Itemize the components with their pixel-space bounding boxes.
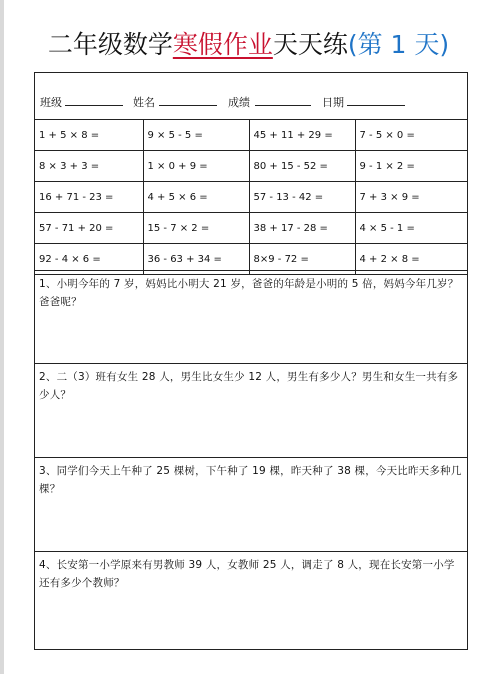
date-blank[interactable] [347,105,405,106]
title-winter-homework: 寒假作业 [172,30,273,59]
calc-row [35,151,467,182]
name-label: 姓名 [133,96,155,109]
class-blank[interactable] [65,105,123,106]
calc-cell: 4 × 5 - 1 = [355,213,467,244]
info-row [35,73,467,120]
calc-row [35,120,467,151]
word-problem-2: 2、二（3）班有女生 28 人，男生比女生少 12 人，男生有多少人？男生和女生一共有多少人？ [35,363,467,457]
word-problem-1: 1、小明今年的 7 岁，妈妈比小明大 21 岁，爸爸的年龄是小明的 5 倍，妈妈今年几岁？爸爸呢？ [35,270,467,363]
score-label: 成绩 [228,96,250,109]
calc-cell: 7 + 3 × 9 = [355,182,467,213]
score-blank[interactable] [255,105,311,106]
calc-cell: 57 - 71 + 20 = [35,213,143,244]
calc-cell: 80 + 15 - 52 = [249,151,355,182]
page-title [0,28,497,62]
calc-cell: 92 - 4 × 6 = [35,244,143,275]
title-grade-subject: 二年级数学 [47,30,173,59]
word-problem-4: 4、长安第一小学原来有男教师 39 人，女教师 25 人，调走了 8 人，现在长安第一小学还有多少个教师？ [35,551,467,649]
class-label: 班级 [40,96,62,109]
calc-cell: 38 + 17 - 28 = [249,213,355,244]
calc-cell: 36 - 63 + 34 = [143,244,249,275]
page-edge-strip [0,0,4,674]
calc-cell: 1 + 5 × 8 = [35,120,143,151]
calc-row [35,213,467,244]
name-blank[interactable] [159,105,217,106]
title-day-number: (第 1 天) [347,30,450,59]
title-daily-practice: 天天练 [272,30,348,59]
calc-row [35,182,467,213]
calc-cell: 7 - 5 × 0 = [355,120,467,151]
calc-cell: 9 - 1 × 2 = [355,151,467,182]
calculation-grid [35,120,467,275]
word-problem-3: 3、同学们今天上午种了 25 棵树，下午种了 19 棵，昨天种了 38 棵，今天比昨天多种几棵？ [35,457,467,551]
calc-cell: 16 + 71 - 23 = [35,182,143,213]
calc-cell: 9 × 5 - 5 = [143,120,249,151]
calc-cell: 45 + 11 + 29 = [249,120,355,151]
calc-cell: 8×9 - 72 = [249,244,355,275]
calc-cell: 15 - 7 × 2 = [143,213,249,244]
calc-cell: 57 - 13 - 42 = [249,182,355,213]
date-label: 日期 [322,96,344,109]
calc-cell: 8 × 3 + 3 = [35,151,143,182]
calc-cell: 4 + 5 × 6 = [143,182,249,213]
calc-cell: 1 × 0 + 9 = [143,151,249,182]
worksheet [34,72,468,650]
calc-cell: 4 + 2 × 8 = [355,244,467,275]
